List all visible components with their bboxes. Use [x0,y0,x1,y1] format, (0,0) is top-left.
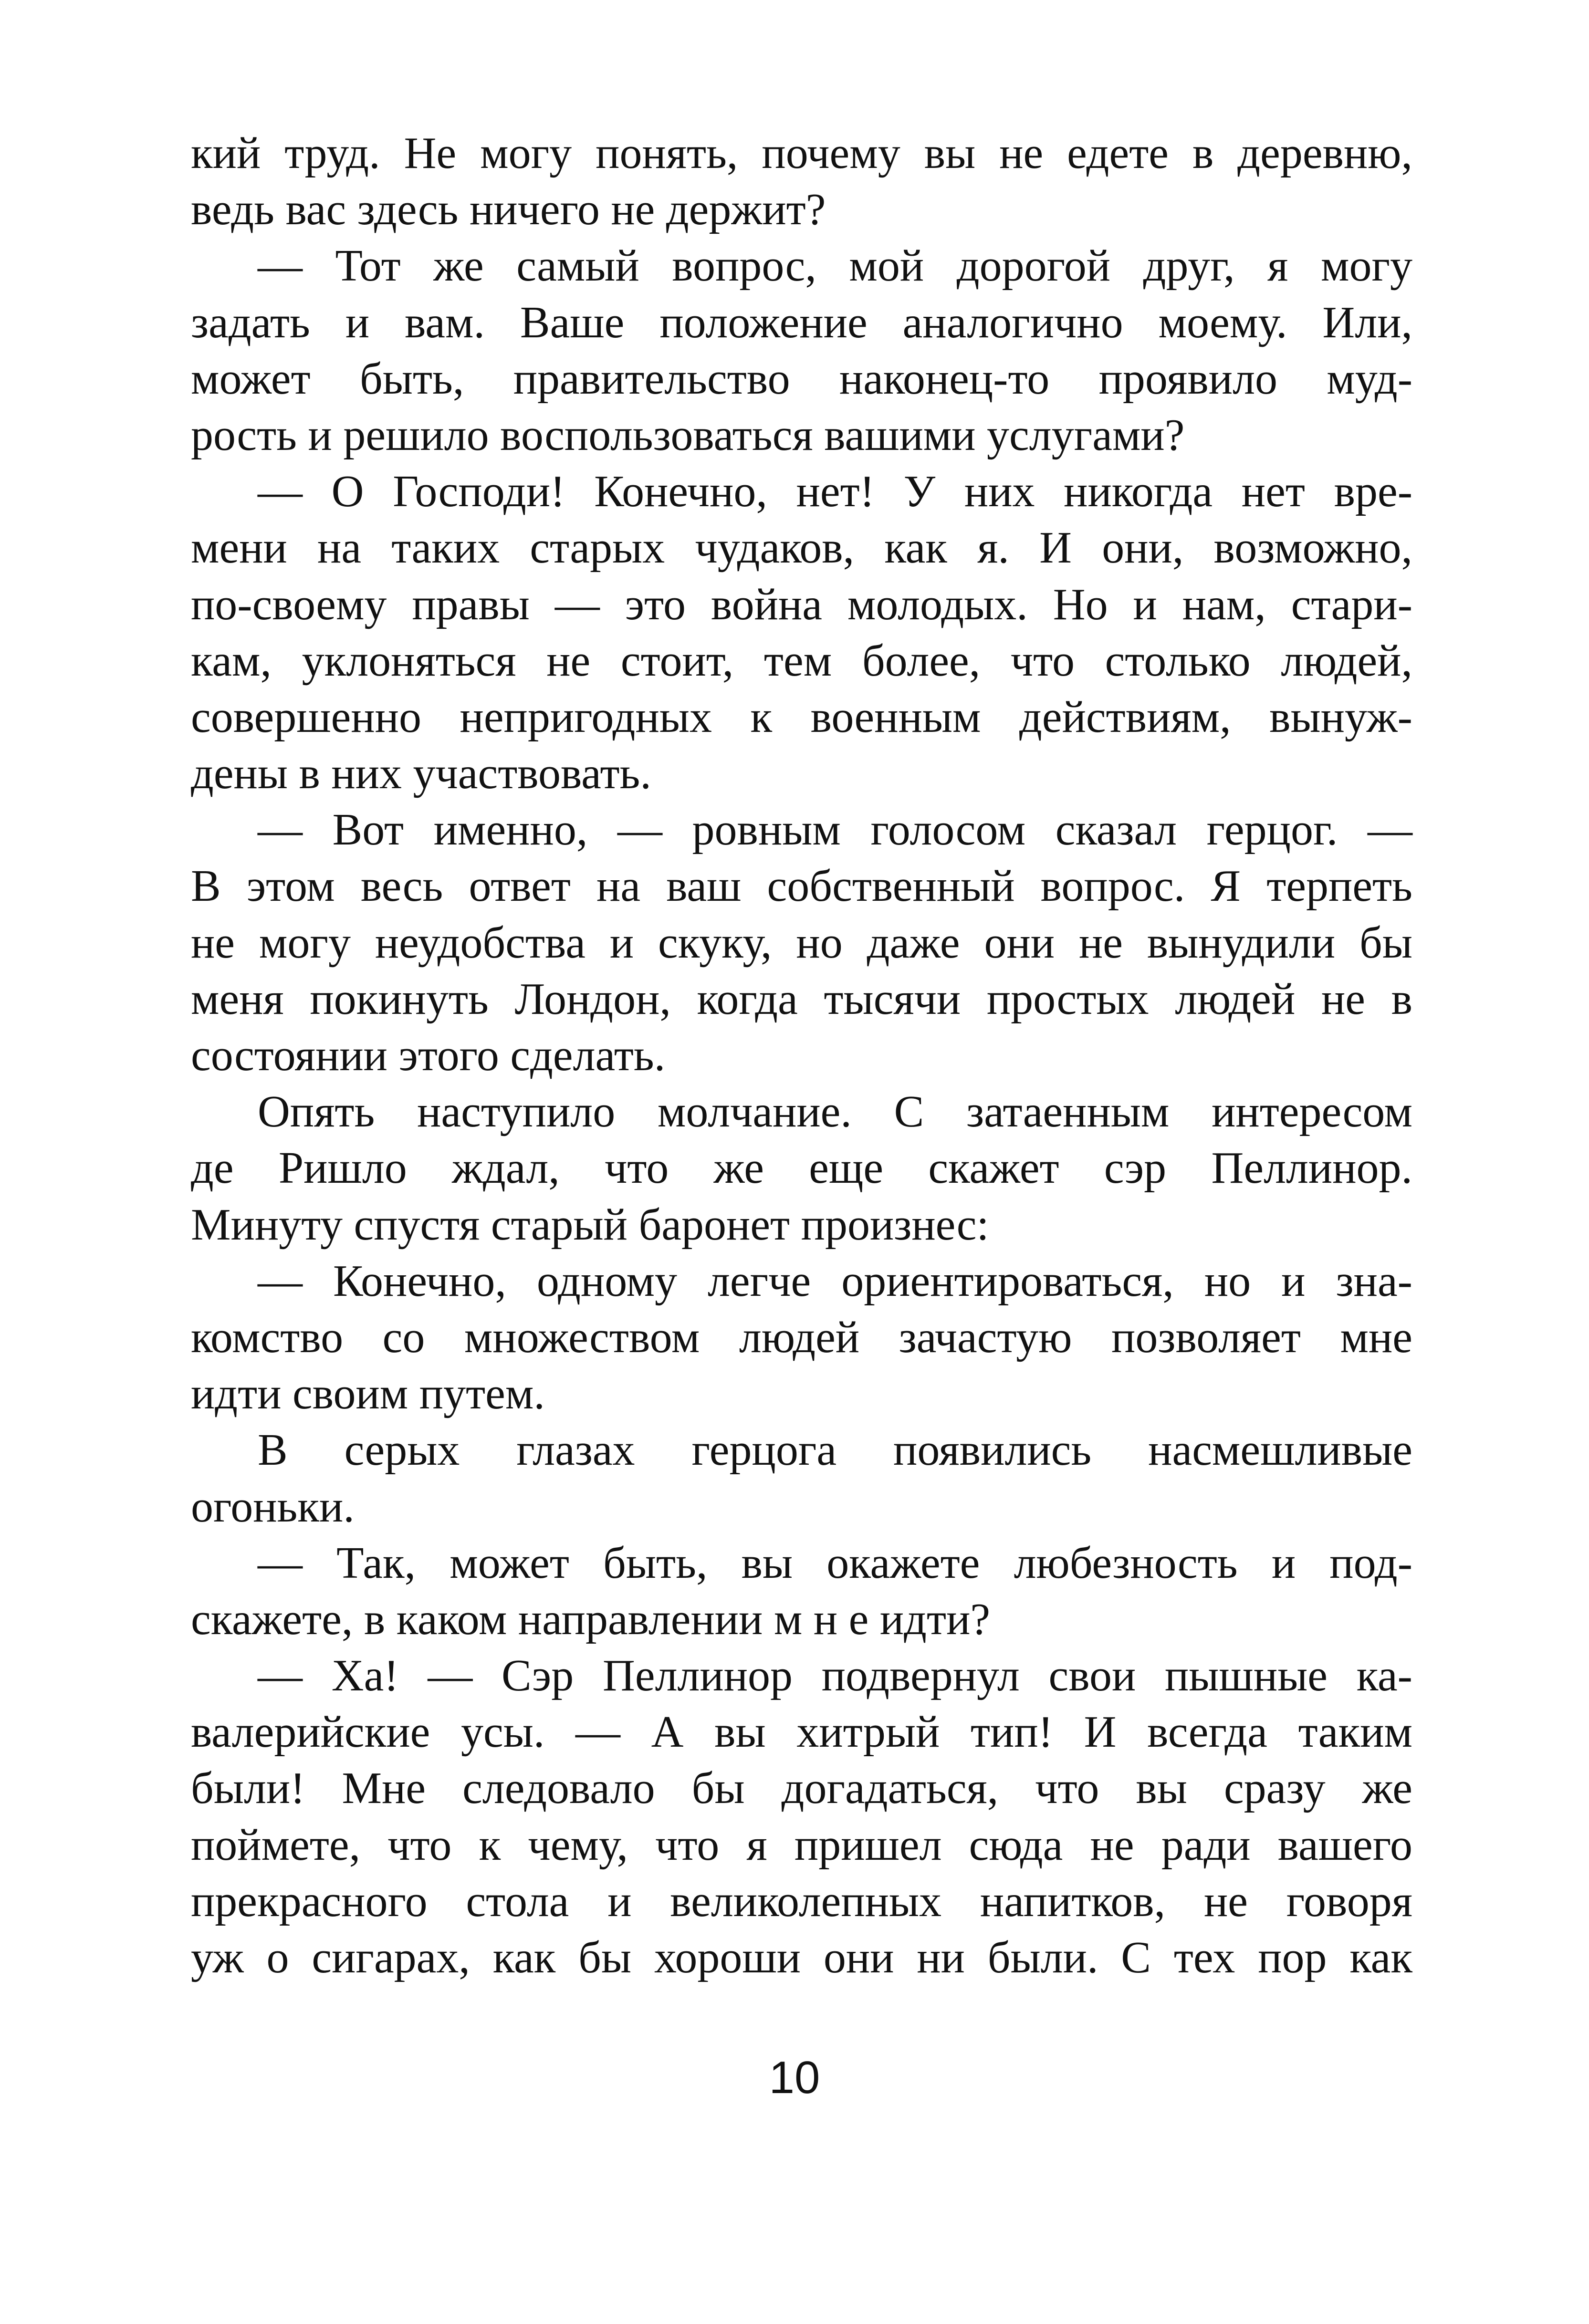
body-text [191,125,1412,1986]
text-line: мени на таких старых чудаков, как я. И они, возможно, [191,523,1412,573]
text-line: — Вот именно, — ровным голосом сказал герцог. — [258,805,1412,855]
text-line: совершенно непригодных к военным действиям, вынуж- [191,692,1412,742]
text-line: задать и вам. Ваше положение аналогично моему. Или, [191,297,1412,347]
text-line: — Тот же самый вопрос, мой дорогой друг, я могу [258,241,1412,291]
text-line: Опять наступило молчание. С затаенным интересом [258,1087,1412,1137]
page-number: 10 [769,2052,820,2103]
text-line: ведь вас здесь ничего не держит? [191,185,826,235]
text-line: меня покинуть Лондон, когда тысячи простых людей не в [191,974,1412,1024]
text-line: огоньки. [191,1481,355,1532]
text-line: кий труд. Не могу понять, почему вы не едете в деревню, [191,128,1412,178]
text-line: состоянии этого сделать. [191,1031,666,1080]
text-line: рость и решило воспользоваться вашими услугами? [191,410,1185,460]
text-line: — Конечно, одному легче ориентироваться, но и зна- [258,1256,1412,1306]
text-line: поймете, что к чему, что я пришел сюда не ради вашего [191,1820,1412,1870]
text-line: скажете, в каком направлении м н е идти? [191,1594,991,1644]
text-line: идти своим путем. [191,1369,545,1419]
text-line: де Ришло ждал, что же еще скажет сэр Пеллинор. [191,1143,1412,1193]
text-line: прекрасного стола и великолепных напитков, не говоря [191,1876,1412,1926]
text-line: Минуту спустя старый баронет произнес: [191,1199,989,1250]
text-line: кам, уклоняться не стоит, тем более, что столько людей, [191,636,1412,686]
text-line: валерийские усы. — А вы хитрый тип! И всегда таким [191,1707,1412,1757]
text-line: может быть, правительство наконец-то проявило муд- [191,354,1412,404]
text-line: не могу неудобства и скуку, но даже они не вынудили бы [191,917,1412,968]
text-line: были! Мне следовало бы догадаться, что вы сразу же [191,1763,1412,1813]
text-line: уж о сигарах, как бы хороши они ни были. С тех пор как [191,1933,1412,1982]
text-line: по-своему правы — это война молодых. Но и нам, стари- [191,579,1412,629]
text-line: дены в них участвовать. [191,749,651,799]
text-line: — О Господи! Конечно, нет! У них никогда нет вре- [258,467,1412,517]
text-line: комство со множеством людей зачастую позволяет мне [191,1312,1412,1362]
text-line: В этом весь ответ на ваш собственный вопрос. Я терпеть [191,861,1412,911]
text-line: — Так, может быть, вы окажете любезность и под- [258,1538,1412,1588]
text-line: — Ха! — Сэр Пеллинор подвернул свои пышные ка- [258,1651,1412,1701]
text-line: В серых глазах герцога появились насмешливые [258,1425,1412,1475]
